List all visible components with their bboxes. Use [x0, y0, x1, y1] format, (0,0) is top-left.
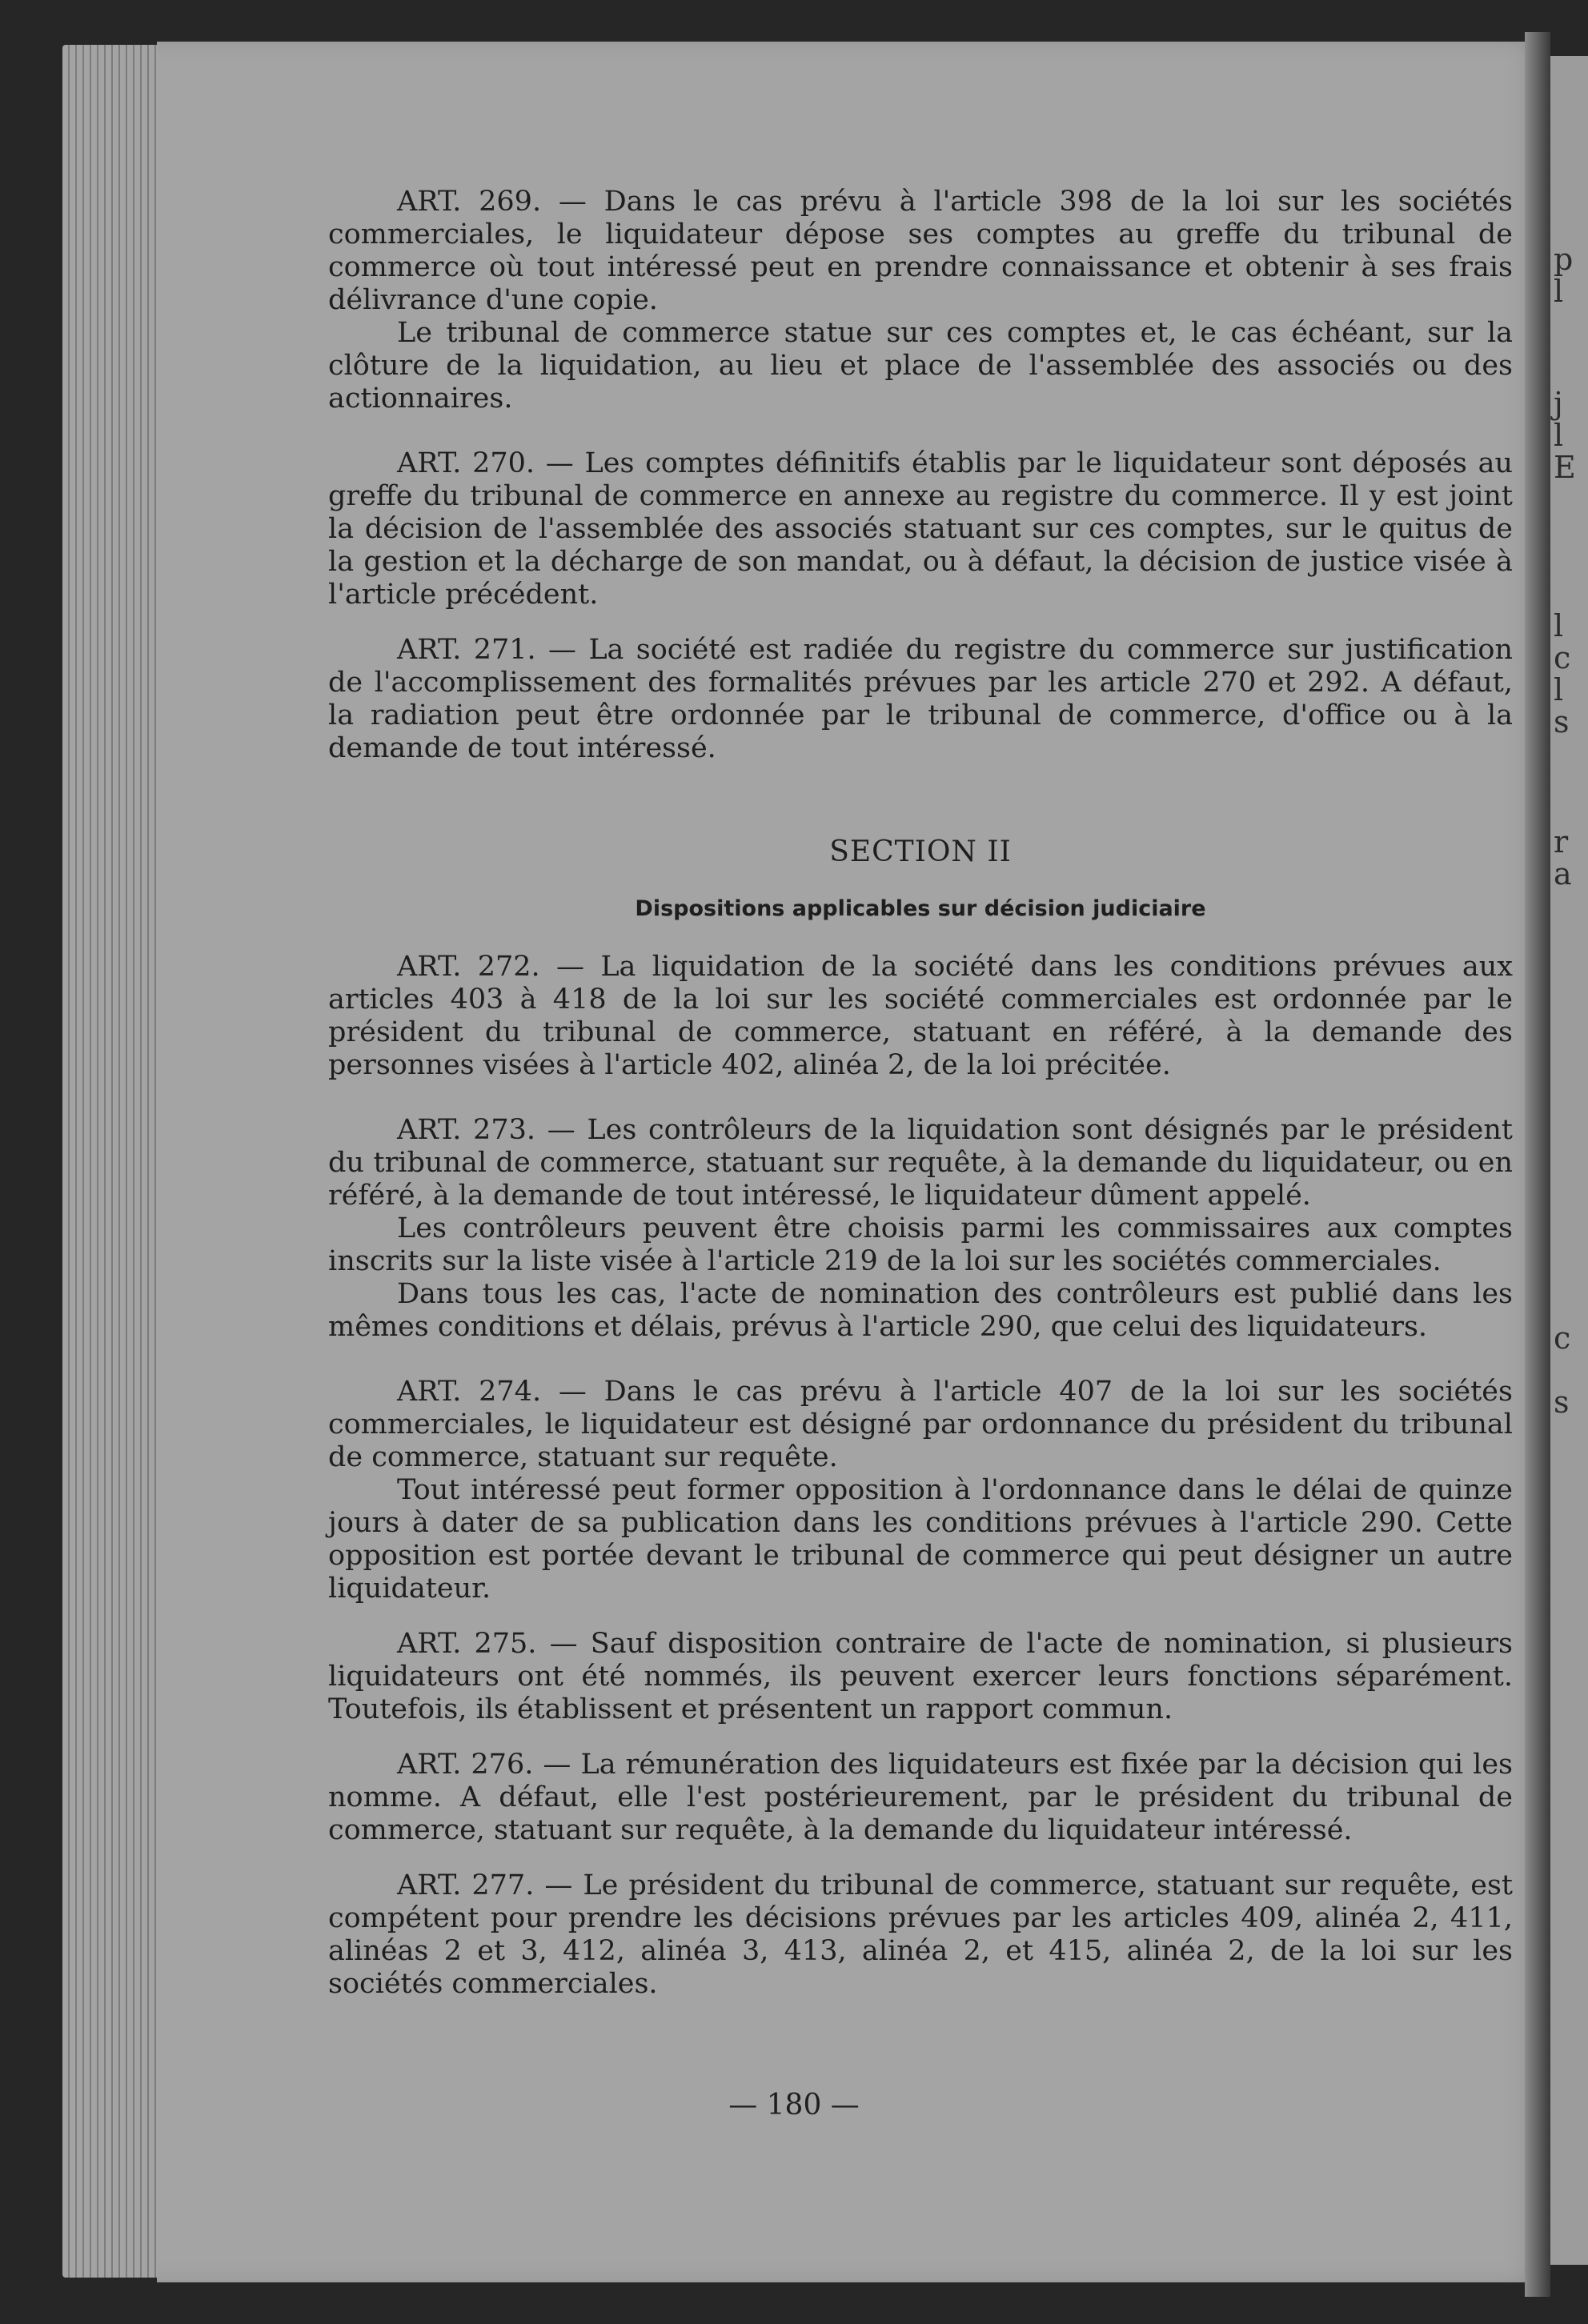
adjacent-page-fragment — [1550, 56, 1588, 2265]
article-paragraph: ART. 275. — Sauf disposition contraire de l'acte de nomination, si plusieurs liquidateurs ont été nommés, ils peuvent exercer leurs fonctions séparément. Toutefois, ils établissent et présentent un rapport commun. — [328, 1628, 1513, 1725]
adjacent-page-letter: l — [1554, 672, 1564, 707]
page-content — [328, 186, 1513, 2001]
page-number: — 180 — — [728, 2089, 860, 2122]
adjacent-page-letter: a — [1554, 856, 1572, 892]
book-gutter — [1525, 32, 1550, 2297]
article-paragraph: ART. 277. — Le président du tribunal de commerce, statuant sur requête, est compétent pour prendre les décisions prévues par les articles 409, alinéa 2, 411, alinéas 2 et 3, 412, alinéa 3, 413, alinéa 2, et 415, alinéa 2, de la loi sur les sociétés commerciales. — [328, 1869, 1513, 2000]
adjacent-page-letter: j — [1554, 386, 1563, 421]
adjacent-page-letter: E — [1554, 450, 1576, 485]
stacked-page-edges — [62, 45, 166, 2278]
article-270 — [328, 447, 1513, 611]
adjacent-page-letter: r — [1554, 824, 1569, 859]
article-paragraph: ART. 270. — Les comptes définitifs établis par le liquidateur sont déposés au greffe du tribunal de commerce en annexe au registre du commerce. Il y est joint la décision de l'assemblée des associés statuant sur ces comptes, sur le quitus de la gestion et la décharge de son mandat, ou à défaut, la décision de justice visée à l'article précédent. — [328, 447, 1513, 611]
article-271 — [328, 634, 1513, 765]
adjacent-page-letter: c — [1554, 640, 1571, 675]
article-paragraph: ART. 272. — La liquidation de la société dans les conditions prévues aux articles 403 à 418 de la loi sur les société commerciales est ordonnée par le président du tribunal de commerce, statuant en référé, à la demande des personnes visées à l'article 402, alinéa 2, de la loi précitée. — [328, 951, 1513, 1081]
article-272 — [328, 951, 1513, 1082]
article-273 — [328, 1114, 1513, 1344]
article-paragraph: ART. 273. — Les contrôleurs de la liquidation sont désignés par le président du tribunal de commerce, statuant sur requête, à la demande du liquidateur, ou en référé, à la demande de tout intéressé, le liquidateur dûment appelé. — [328, 1114, 1513, 1212]
adjacent-page-letter: l — [1554, 274, 1564, 309]
article-269 — [328, 186, 1513, 415]
adjacent-page-letter: l — [1554, 418, 1564, 453]
adjacent-page-letter: s — [1554, 704, 1570, 739]
article-276 — [328, 1749, 1513, 1847]
adjacent-page-letter: l — [1554, 608, 1564, 643]
article-paragraph: ART. 276. — La rémunération des liquidateurs est fixée par la décision qui les nomme. A défaut, elle l'est postérieurement, par le président du tribunal de commerce, statuant sur requête, à la demande du liquidateur intéressé. — [328, 1749, 1513, 1846]
article-paragraph: ART. 269. — Dans le cas prévu à l'article 398 de la loi sur les sociétés commerciales, le liquidateur dépose ses comptes au greffe du tribunal de commerce où tout intéressé peut en prendre connaissance et obtenir à ses frais délivrance d'une copie. — [328, 186, 1513, 316]
article-274 — [328, 1376, 1513, 1605]
adjacent-page-letter: c — [1554, 1320, 1571, 1356]
section-subheading: Dispositions applicables sur décision judiciaire — [635, 896, 1206, 921]
adjacent-page-letter: s — [1554, 1384, 1570, 1420]
article-277 — [328, 1869, 1513, 2001]
article-paragraph: ART. 274. — Dans le cas prévu à l'article 407 de la loi sur les sociétés commerciales, le liquidateur est désigné par ordonnance du président du tribunal de commerce, statuant sur requête. — [328, 1376, 1513, 1473]
article-paragraph: Dans tous les cas, l'acte de nomination des contrôleurs est publié dans les mêmes conditions et délais, prévus à l'article 290, que celui des liquidateurs. — [328, 1278, 1513, 1343]
article-paragraph: Les contrôleurs peuvent être choisis parmi les commissaires aux comptes inscrits sur la liste visée à l'article 219 de la loi sur les sociétés commerciales. — [328, 1212, 1513, 1277]
section-heading: SECTION II — [829, 835, 1012, 868]
article-paragraph: Tout intéressé peut former opposition à l'ordonnance dans le délai de quinze jours à dater de sa publication dans les conditions prévues à l'article 290. Cette opposition est portée devant le tribunal de commerce qui peut désigner un autre liquidateur. — [328, 1474, 1513, 1605]
adjacent-page-letter: p — [1554, 242, 1574, 277]
article-paragraph: Le tribunal de commerce statue sur ces comptes et, le cas échéant, sur la clôture de la liquidation, au lieu et place de l'assemblée des associés ou des actionnaires. — [328, 317, 1513, 415]
article-275 — [328, 1628, 1513, 1726]
article-paragraph: ART. 271. — La société est radiée du registre du commerce sur justification de l'accomplissement des formalités prévues par les article 270 et 292. A défaut, la radiation peut être ordonnée par le tribunal de commerce, d'office ou à la demande de tout intéressé. — [328, 634, 1513, 764]
